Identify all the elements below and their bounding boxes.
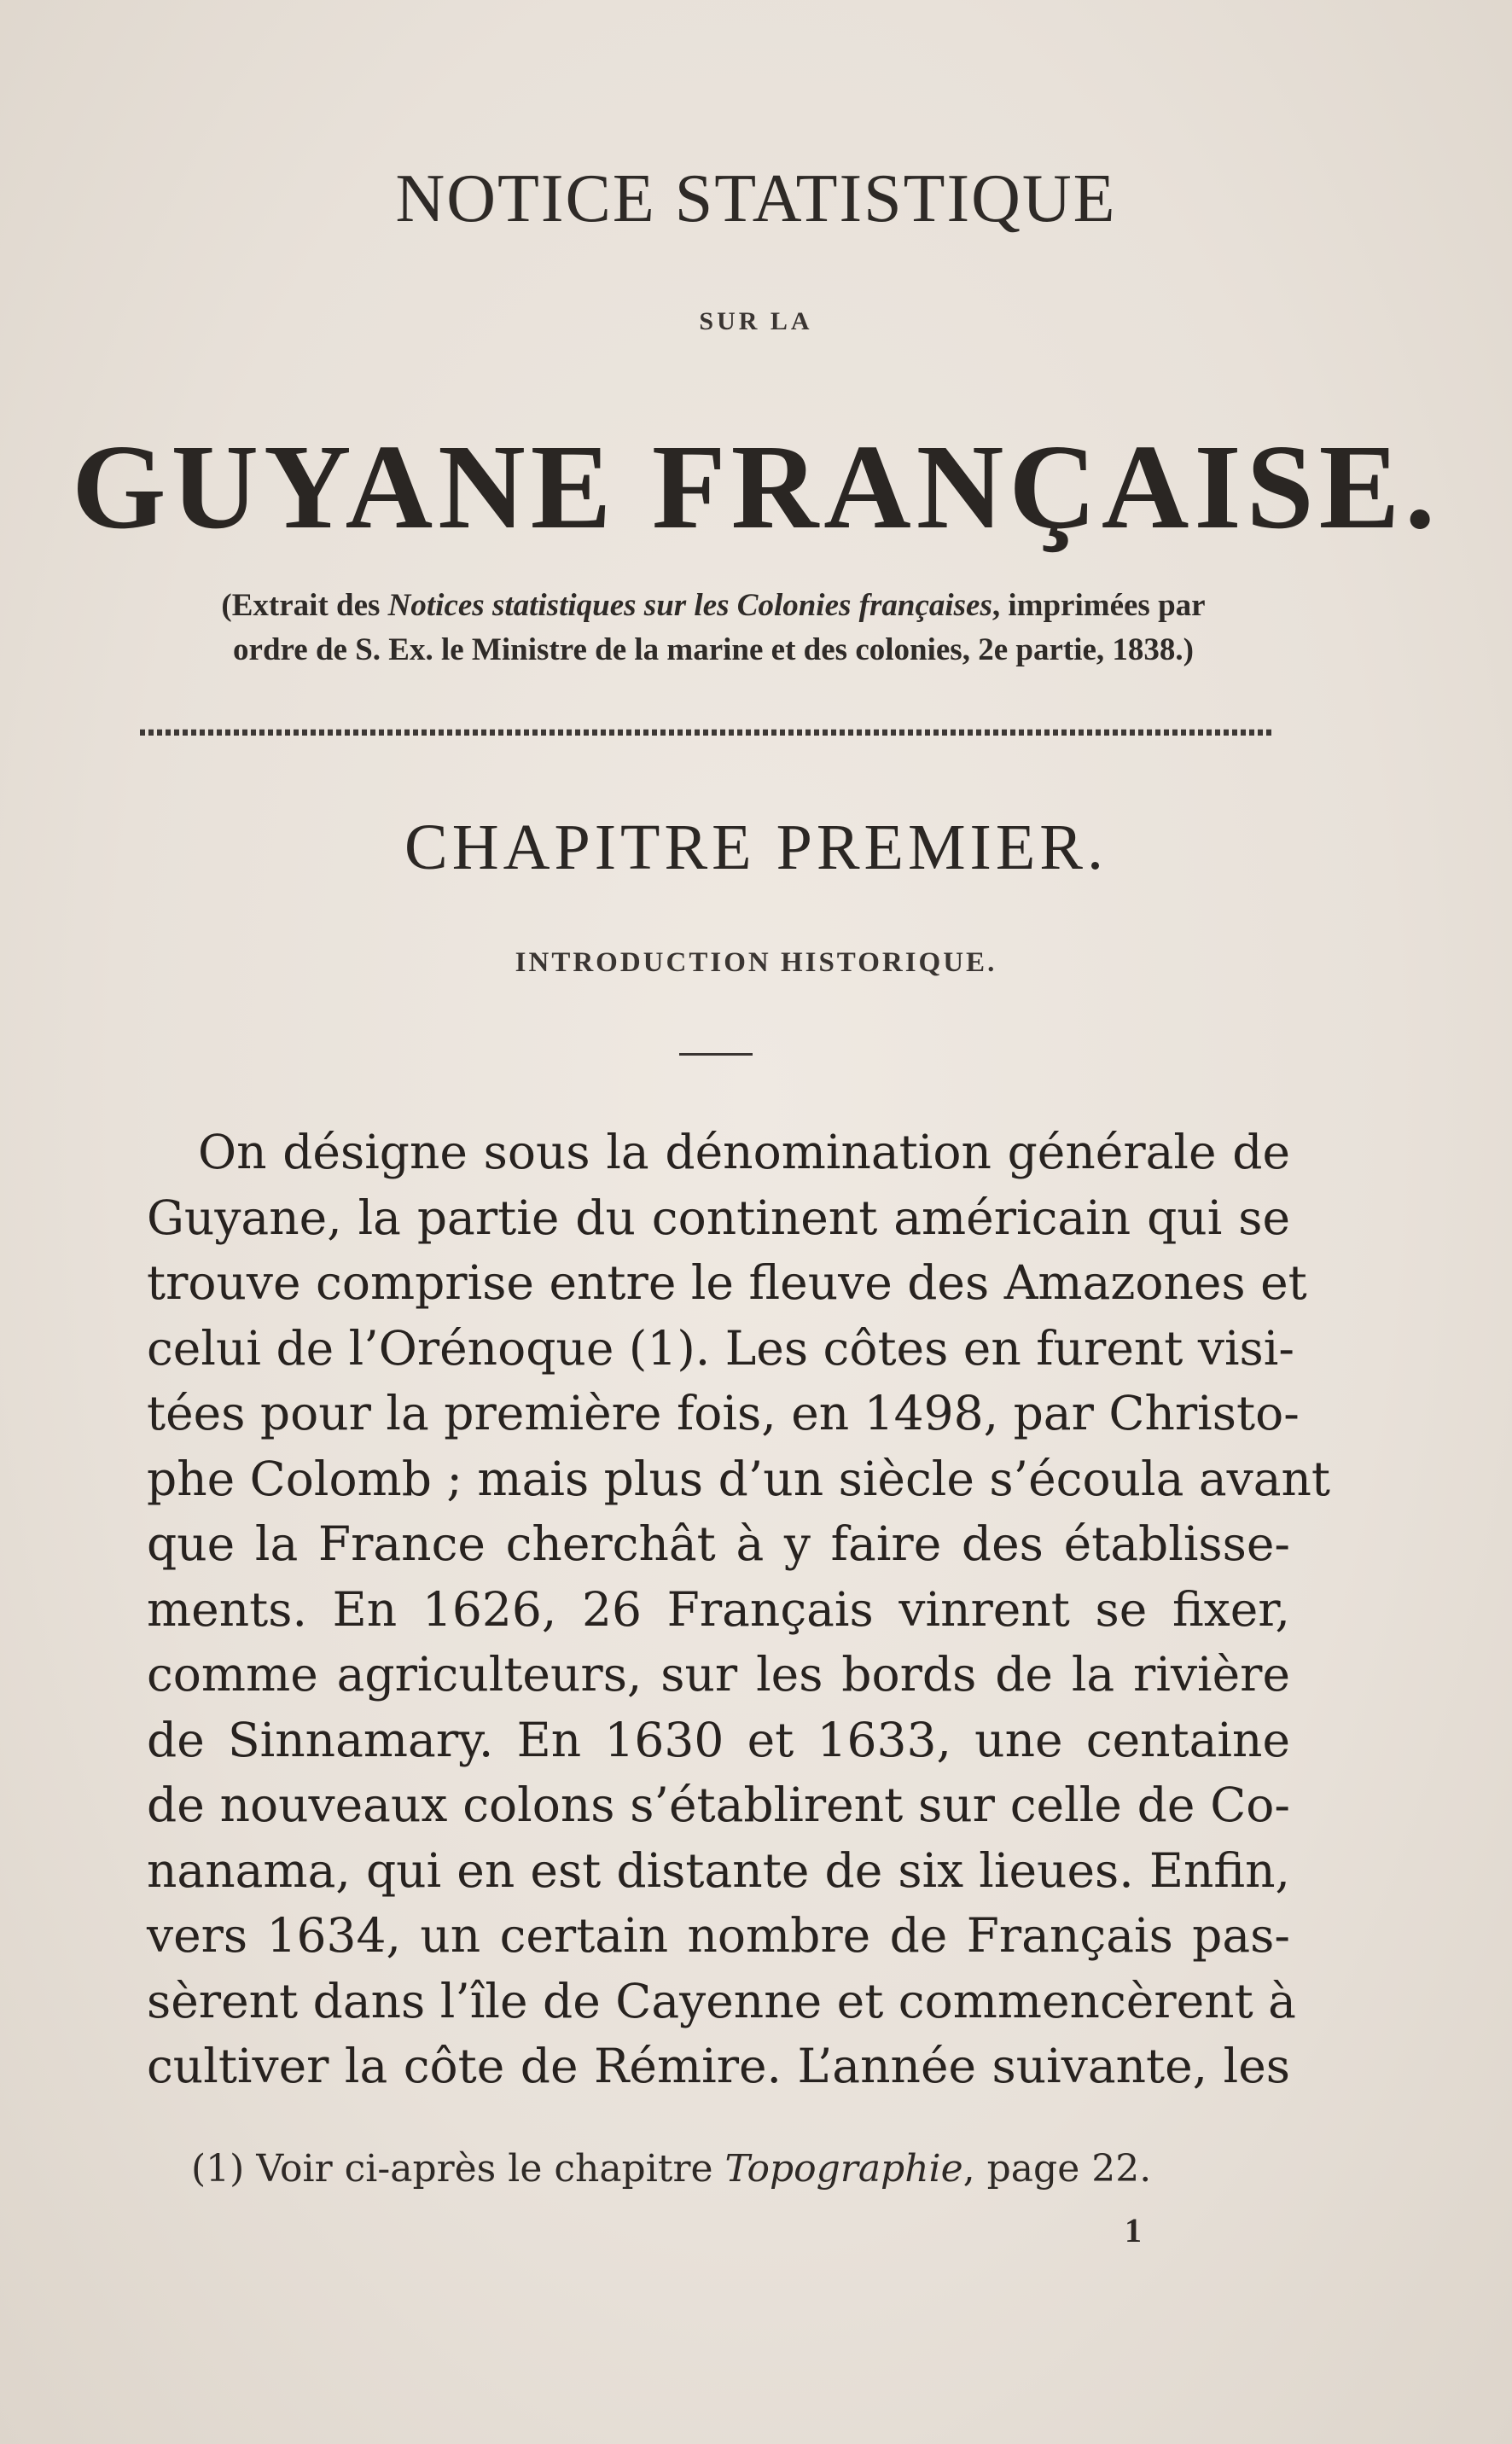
ornamental-rule bbox=[140, 725, 1275, 736]
body-line: trouve comprise entre le fleuve des Amazones et bbox=[147, 1255, 1307, 1310]
section-divider bbox=[679, 1053, 753, 1056]
title-connector: SUR LA bbox=[699, 307, 813, 335]
body-line: de Sinnamary. En 1630 et 1633, une centaine bbox=[147, 1712, 1290, 1767]
body-line: tées pour la première fois, en 1498, par Christo- bbox=[147, 1386, 1300, 1440]
main-title: GUYANE FRANÇAISE. bbox=[72, 419, 1440, 554]
body-line: On désigne sous la dénomination générale de bbox=[198, 1125, 1290, 1179]
body-line: cultiver la côte de Rémire. L’année suivante, les bbox=[147, 2039, 1290, 2093]
footnote-italic: Topographie bbox=[724, 2147, 963, 2191]
chapter-title: CHAPITRE PREMIER. bbox=[404, 812, 1108, 883]
body-line: vers 1634, un certain nombre de Français pas- bbox=[147, 1908, 1290, 1963]
body-line: celui de l’Orénoque (1). Les côtes en furent visi- bbox=[147, 1320, 1294, 1376]
source-note-text-a: (Extrait des bbox=[221, 588, 388, 623]
footnote bbox=[191, 2147, 1215, 2191]
body-line: phe Colomb ; mais plus d’un siècle s’écoula avant bbox=[147, 1451, 1331, 1506]
source-note bbox=[137, 584, 1290, 672]
body-line: que la France cherchât à y faire des établisse- bbox=[147, 1516, 1290, 1571]
body-line: comme agriculteurs, sur les bords de la rivière bbox=[147, 1647, 1290, 1702]
source-note-line2: ordre de S. Ex. le Ministre de la marine et des colonies, 2e partie, 1838.) bbox=[233, 632, 1194, 667]
footnote-suffix: , page 22. bbox=[962, 2147, 1152, 2191]
source-note-italic: Notices statistiques sur les Colonies françaises bbox=[387, 588, 992, 623]
body-line: ments. En 1626, 26 Français vinrent se fixer, bbox=[147, 1581, 1290, 1637]
chapter-subtitle: INTRODUCTION HISTORIQUE. bbox=[515, 947, 997, 978]
body-line: de nouveaux colons s’établirent sur celle de Co- bbox=[147, 1778, 1290, 1832]
page-number: 1 bbox=[1125, 2211, 1142, 2249]
footnote-prefix: (1) Voir ci-après le chapitre bbox=[191, 2147, 725, 2191]
body-line: Guyane, la partie du continent américain qui se bbox=[147, 1190, 1290, 1245]
body-line: nanama, qui en est distante de six lieues. Enfin, bbox=[147, 1842, 1290, 1898]
notice-title: NOTICE STATISTIQUE bbox=[395, 161, 1117, 236]
body-line: sèrent dans l’île de Cayenne et commencèrent à bbox=[147, 1973, 1296, 2028]
source-note-text-b: , imprimées par bbox=[992, 588, 1206, 623]
body-paragraph bbox=[147, 1120, 1331, 2099]
